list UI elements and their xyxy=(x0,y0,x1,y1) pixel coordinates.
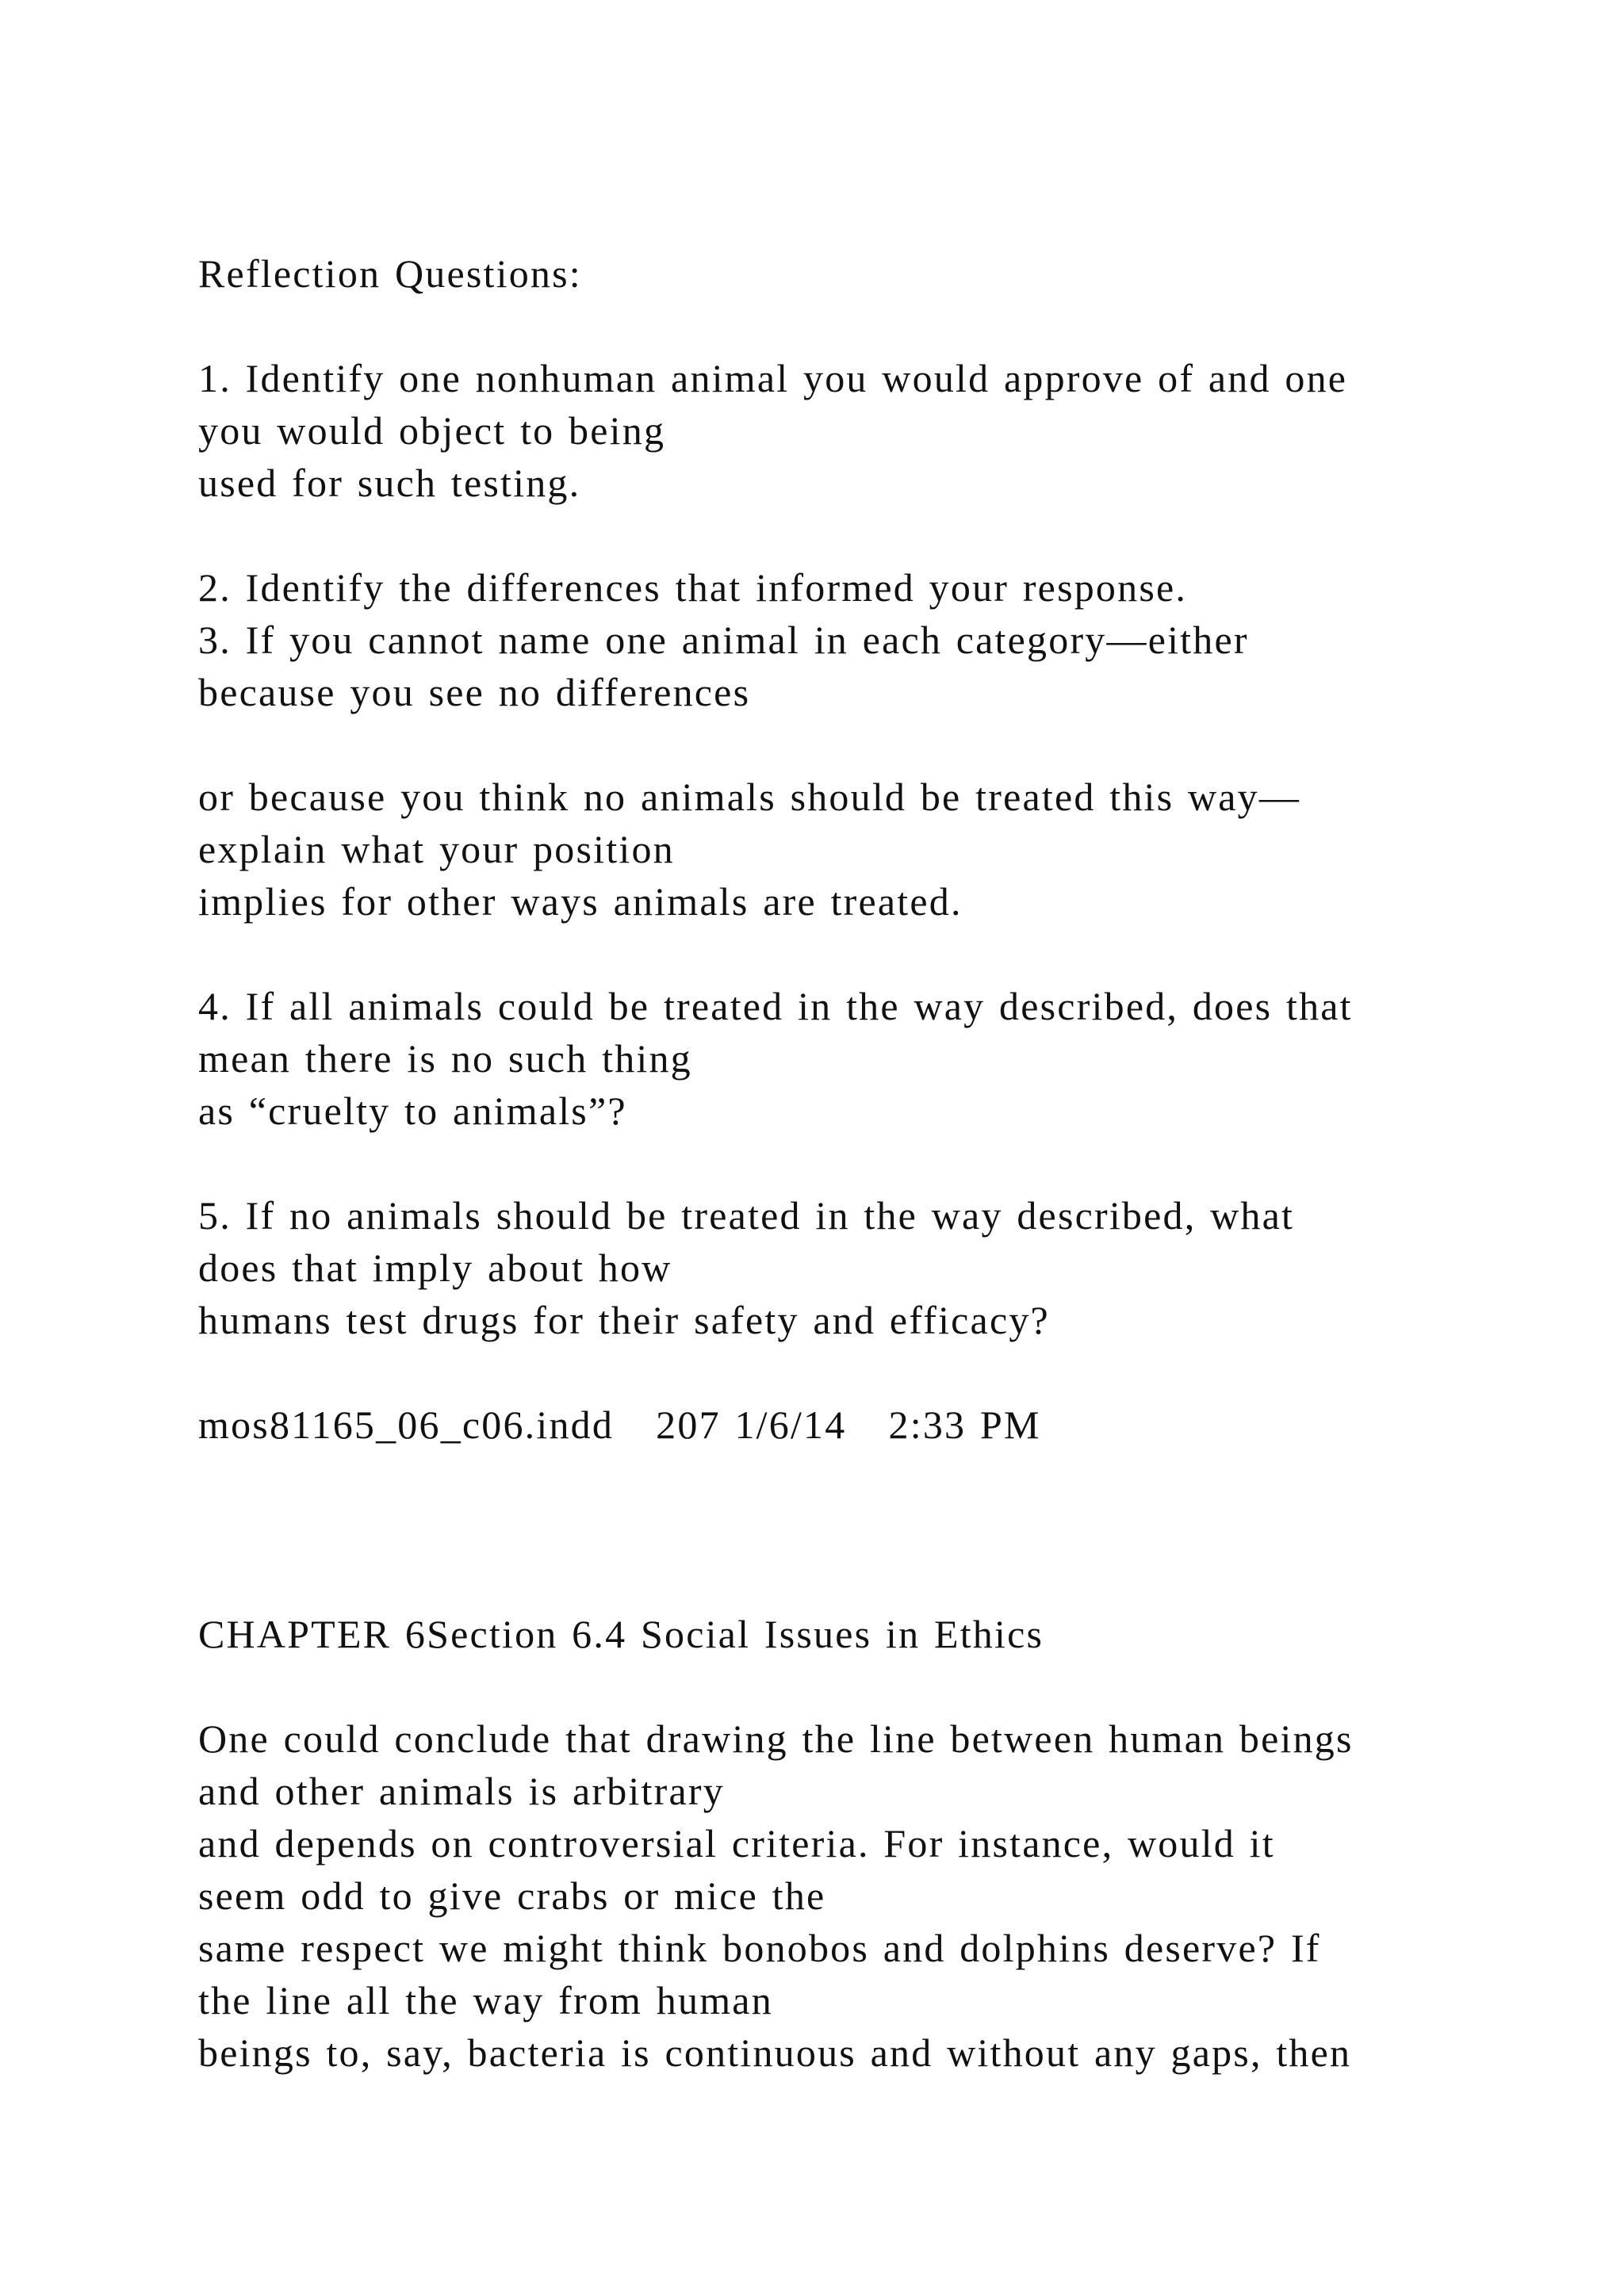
page-footer-slug: mos81165_06_c06.indd 207 1/6/14 2:33 PM xyxy=(198,1402,1041,1447)
question-5-line-2: does that imply about how xyxy=(198,1246,672,1290)
question-3-line-5: implies for other ways animals are treated. xyxy=(198,879,963,924)
body-paragraph-line-1: One could conclude that drawing the line between human beings xyxy=(198,1716,1354,1761)
chapter-section-heading: CHAPTER 6Section 6.4 Social Issues in Ethics xyxy=(198,1612,1044,1656)
body-paragraph-line-2: and other animals is arbitrary xyxy=(198,1769,725,1813)
question-4-line-3: as “cruelty to animals”? xyxy=(198,1089,627,1133)
question-1-line-1: 1. Identify one nonhuman animal you would approve of and one xyxy=(198,356,1348,400)
question-1-line-3: used for such testing. xyxy=(198,461,581,505)
body-paragraph-line-3: and depends on controversial criteria. For instance, would it xyxy=(198,1821,1275,1866)
reflection-heading: Reflection Questions: xyxy=(198,251,582,296)
body-paragraph-line-5: same respect we might think bonobos and dolphins deserve? If xyxy=(198,1926,1321,1970)
question-2-line: 2. Identify the differences that informed your response. xyxy=(198,565,1188,610)
question-1-line-2: you would object to being xyxy=(198,408,666,453)
body-paragraph-line-7: beings to, say, bacteria is continuous and without any gaps, then xyxy=(198,2030,1352,2075)
question-5-line-1: 5. If no animals should be treated in the way described, what xyxy=(198,1193,1295,1238)
question-3-line-2: because you see no differences xyxy=(198,670,751,714)
question-3-line-4: explain what your position xyxy=(198,827,675,871)
question-3-line-3: or because you think no animals should be treated this way— xyxy=(198,775,1301,819)
question-4-line-1: 4. If all animals could be treated in the way described, does that xyxy=(198,984,1353,1028)
question-5-line-3: humans test drugs for their safety and efficacy? xyxy=(198,1298,1050,1342)
body-paragraph-line-4: seem odd to give crabs or mice the xyxy=(198,1873,826,1918)
question-4-line-2: mean there is no such thing xyxy=(198,1036,692,1081)
body-paragraph-line-6: the line all the way from human xyxy=(198,1978,773,2022)
question-3-line-1: 3. If you cannot name one animal in each category—either xyxy=(198,618,1249,662)
